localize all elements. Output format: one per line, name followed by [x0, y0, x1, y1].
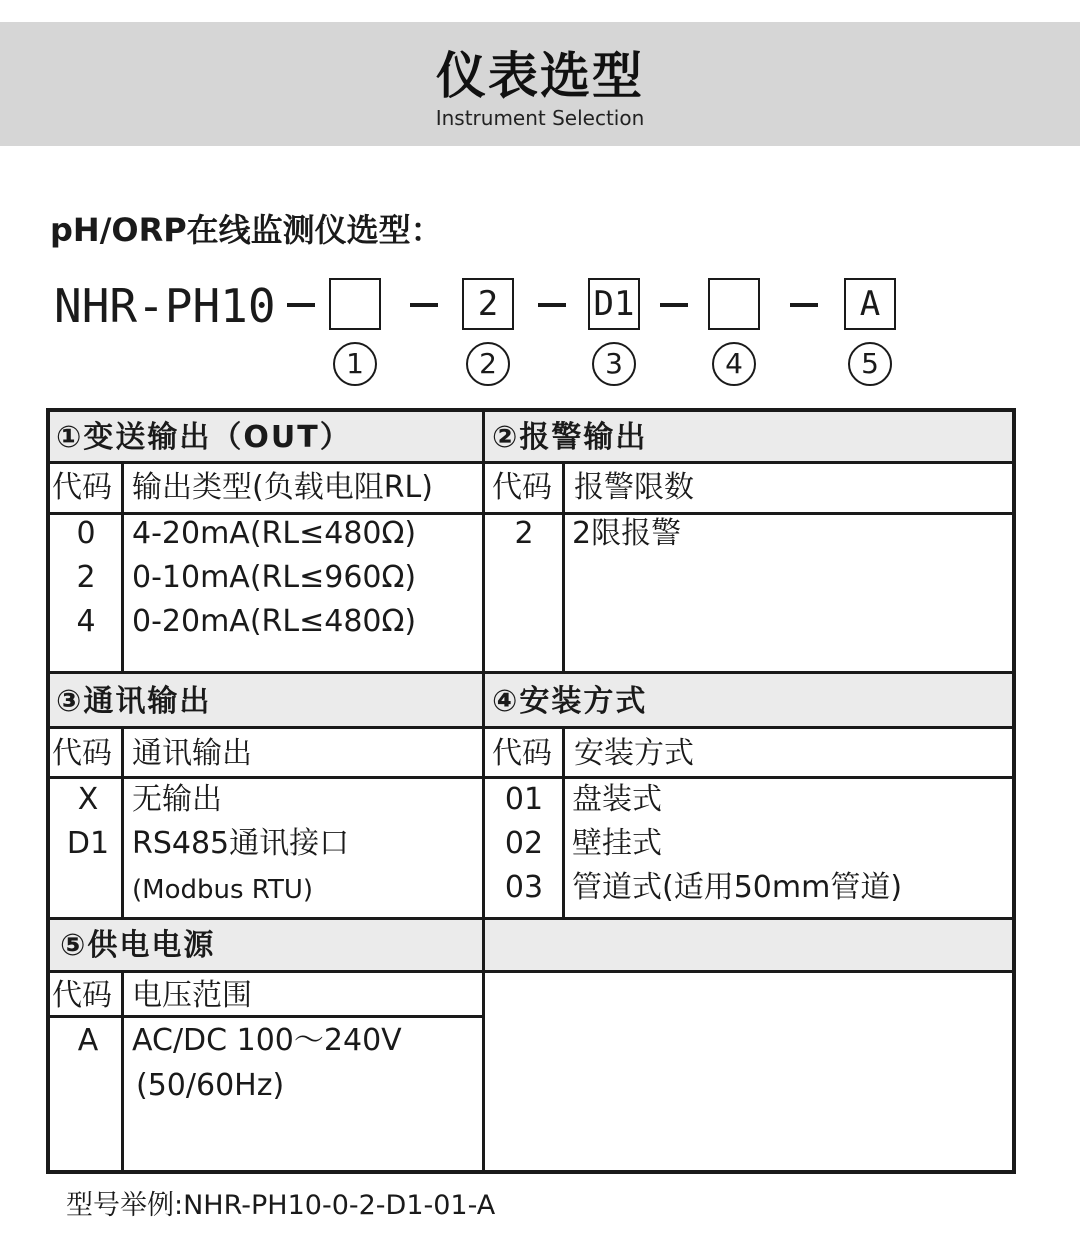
- col-header-code: 代码: [492, 736, 552, 771]
- desc-cell: RS485通讯接口: [132, 826, 350, 861]
- slot-2: 2: [462, 278, 514, 330]
- col-header-code: 代码: [52, 470, 112, 505]
- code-cell: 01: [504, 782, 544, 817]
- code-cell: 4: [76, 604, 96, 639]
- col-header-code: 代码: [492, 470, 552, 505]
- desc-cell: 0-10mA(RL≤960Ω): [132, 560, 417, 595]
- desc-cell: 0-20mA(RL≤480Ω): [132, 604, 417, 639]
- table-divider: [482, 412, 485, 1170]
- desc-note: (Modbus RTU): [132, 875, 314, 905]
- dash-separator: [410, 303, 438, 307]
- code-cell: 2: [514, 516, 534, 551]
- page-title: 仪表选型: [436, 47, 644, 105]
- table-rule: [50, 726, 1012, 729]
- dash-separator: [790, 303, 818, 307]
- marker-2: 2: [466, 342, 510, 386]
- model-prefix: NHR-PH10: [54, 279, 276, 333]
- desc-cell: 2限报警: [572, 516, 682, 551]
- code-cell: 2: [76, 560, 96, 595]
- section-heading: pH/ORP在线监测仪选型：: [50, 211, 443, 249]
- desc-cell: 壁挂式: [572, 826, 662, 861]
- code-cell: D1: [66, 826, 110, 861]
- col-header-desc: 输出类型(负载电阻RL): [132, 470, 433, 505]
- desc-cell-line2: (50/60Hz): [136, 1068, 285, 1103]
- table-divider: [121, 970, 124, 1170]
- col-header-desc: 电压范围: [132, 978, 252, 1013]
- code-cell: 02: [504, 826, 544, 861]
- marker-3: 3: [592, 342, 636, 386]
- col-header-code: 代码: [52, 978, 112, 1013]
- col-header-desc: 安装方式: [574, 736, 694, 771]
- slot-4: [708, 278, 760, 330]
- table-divider: [121, 726, 124, 917]
- slot-1: [329, 278, 381, 330]
- page-subtitle: Instrument Selection: [435, 106, 645, 130]
- marker-1: 1: [333, 342, 377, 386]
- dash-separator: [287, 303, 315, 307]
- table-divider: [562, 461, 565, 671]
- model-example: 型号举例:NHR-PH10-0-2-D1-01-A: [66, 1190, 496, 1221]
- table-rule: [50, 970, 1012, 973]
- col-header-desc: 通讯输出: [132, 736, 252, 771]
- desc-cell: 管道式(适用50mm管道): [572, 870, 903, 905]
- dash-separator: [660, 303, 688, 307]
- table-rule: [50, 1015, 484, 1018]
- table-divider: [121, 461, 124, 671]
- code-cell: X: [77, 782, 99, 817]
- dash-separator: [538, 303, 566, 307]
- code-cell: A: [77, 1023, 99, 1058]
- desc-cell: 盘装式: [572, 782, 662, 817]
- table-rule: [50, 776, 1012, 779]
- desc-cell: 4-20mA(RL≤480Ω): [132, 516, 417, 551]
- code-cell: 03: [504, 870, 544, 905]
- section-title-out: ①变送输出（OUT）: [56, 420, 352, 455]
- col-header-desc: 报警限数: [574, 470, 694, 505]
- code-cell: 0: [76, 516, 96, 551]
- col-header-code: 代码: [52, 736, 112, 771]
- section-title-alarm: ②报警输出: [492, 420, 648, 455]
- section-title-comm: ③通讯输出: [56, 684, 212, 719]
- table-rule: [50, 671, 1012, 674]
- marker-5: 5: [848, 342, 892, 386]
- desc-cell: 无输出: [132, 782, 222, 817]
- slot-5: A: [844, 278, 896, 330]
- section-title-power: ⑤供电电源: [60, 928, 216, 963]
- slot-3: D1: [588, 278, 640, 330]
- desc-cell: AC/DC 100～240V: [132, 1023, 402, 1058]
- section-title-mount: ④安装方式: [492, 684, 648, 719]
- table-divider: [562, 726, 565, 917]
- table-rule: [50, 461, 1012, 464]
- title-banner: [0, 22, 1080, 146]
- table-rule: [50, 917, 1012, 920]
- marker-4: 4: [712, 342, 756, 386]
